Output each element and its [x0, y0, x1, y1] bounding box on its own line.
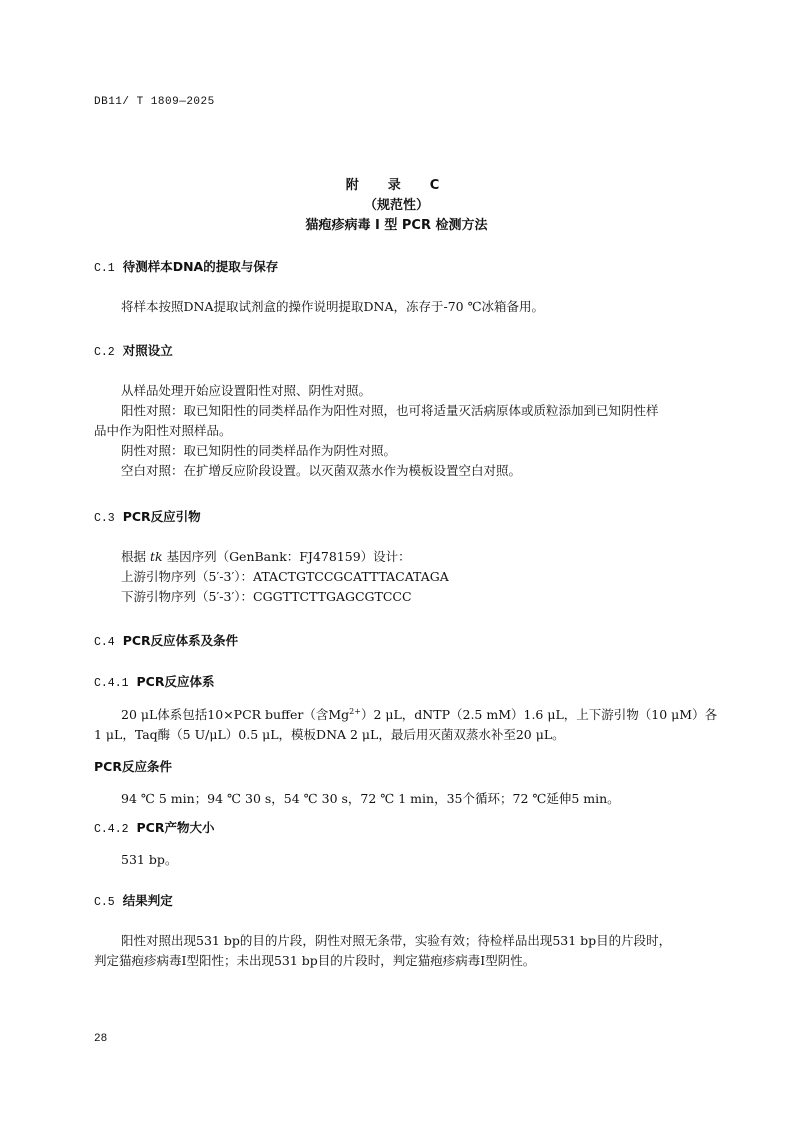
- paragraph-line: 判定猫疱疹病毒I型阳性；未出现531 bp目的片段时，判定猫疱疹病毒I型阴性。: [94, 953, 536, 968]
- paragraph-line: [94, 547, 706, 567]
- section-c2-body: [94, 381, 706, 481]
- section-number: C.4.2: [94, 823, 129, 836]
- text-run: 基因序列（GenBank：FJ478159）设计：: [162, 549, 411, 564]
- appendix-subject: 猫疱疹病毒 I 型 PCR 检测方法: [305, 218, 488, 233]
- text-run: 根据: [121, 549, 150, 564]
- reaction-conditions-body: [94, 789, 706, 809]
- section-title: PCR反应引物: [122, 509, 201, 524]
- section-number: C.3: [94, 512, 115, 525]
- section-number: C.2: [94, 346, 115, 359]
- section-c5-body: [94, 931, 706, 971]
- paragraph-line: 531 bp。: [121, 852, 178, 867]
- section-title: PCR反应条件: [94, 759, 172, 774]
- section-c5-heading: [94, 891, 173, 913]
- section-title: PCR反应体系: [136, 674, 215, 689]
- section-c3-heading: [94, 507, 201, 529]
- appendix-title: 附 录 C: [345, 178, 448, 193]
- paragraph-line: 下游引物序列（5′-3′）：CGGTTCTTGAGCGTCCC: [121, 589, 412, 604]
- paragraph-line: 从样品处理开始应设置阳性对照、阴性对照。: [121, 383, 372, 398]
- paragraph-line: 1 μL，Taq酶（5 U/μL）0.5 μL，模板DNA 2 μL，最后用灭菌双蒸水补至20 μL。: [94, 727, 565, 742]
- section-number: C.4: [94, 636, 115, 649]
- paragraph-line: [94, 705, 718, 725]
- text-run: ）2 μL，dNTP（2.5 mM）1.6 μL，上下游引物（10 μM）各: [360, 707, 718, 722]
- section-number: C.4.1: [94, 677, 129, 690]
- section-c4-heading: [94, 631, 238, 653]
- section-c1-heading: [94, 257, 278, 279]
- section-number: C.5: [94, 896, 115, 909]
- section-title: 对照设立: [122, 343, 173, 358]
- section-c42-heading: [94, 818, 214, 840]
- superscript: 2+: [349, 706, 361, 716]
- gene-name: tk: [149, 549, 163, 564]
- appendix-type: （规范性）: [363, 198, 429, 213]
- section-c42-body: [94, 850, 706, 870]
- reaction-conditions-heading: [94, 757, 172, 777]
- paragraph-line: 阴性对照：取已知阴性的同类样品作为阴性对照。: [121, 443, 397, 458]
- section-title: PCR反应体系及条件: [122, 633, 239, 648]
- paragraph-line: 上游引物序列（5′-3′）：ATACTGTCCGCATTTACATAGA: [121, 569, 449, 584]
- page-header-code: DB11/ T 1809—2025: [94, 96, 215, 108]
- section-title: 结果判定: [122, 893, 173, 908]
- page-number: 28: [94, 1033, 108, 1045]
- paragraph-line: 空白对照：在扩增反应阶段设置。以灭菌双蒸水作为模板设置空白对照。: [121, 463, 522, 478]
- paragraph-line: 品中作为阳性对照样品。: [94, 423, 232, 438]
- section-title: 待测样本DNA的提取与保存: [122, 259, 279, 274]
- section-c1-body: [94, 297, 706, 317]
- text-run: 20 μL体系包括10×PCR buffer（含Mg: [121, 707, 350, 722]
- section-c41-body: [94, 705, 718, 745]
- section-number: C.1: [94, 262, 115, 275]
- section-c2-heading: [94, 341, 173, 363]
- paragraph-line: 94 ℃ 5 min；94 ℃ 30 s，54 ℃ 30 s，72 ℃ 1 min，35个循环；72 ℃延伸5 min。: [121, 791, 620, 806]
- paragraph-line: 阳性对照：取已知阳性的同类样品作为阳性对照，也可将适量灭活病原体或质粒添加到已知阴性样: [121, 403, 659, 418]
- section-c3-body: [94, 547, 706, 607]
- paragraph-line: 阳性对照出现531 bp的目的片段，阴性对照无条带，实验有效；待检样品出现531 bp目的片段时，: [121, 933, 672, 948]
- section-c41-heading: [94, 672, 214, 694]
- section-title: PCR产物大小: [136, 820, 215, 835]
- paragraph-line: 将样本按照DNA提取试剂盒的操作说明提取DNA，冻存于-70 ℃冰箱备用。: [121, 299, 545, 314]
